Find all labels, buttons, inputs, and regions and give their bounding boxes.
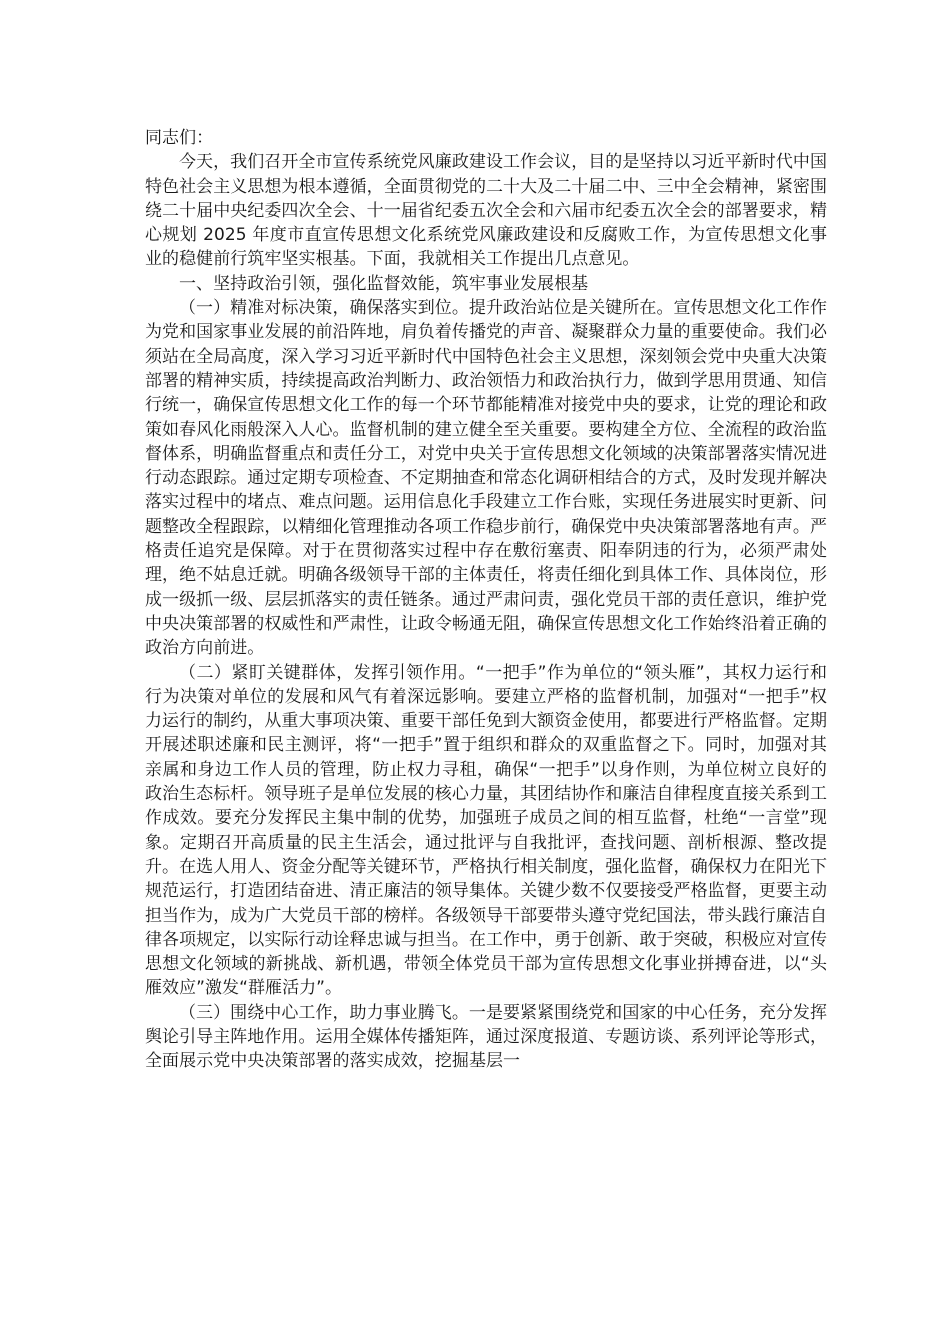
paragraph-subsection-1: （一）精准对标决策，确保落实到位。提升政治站位是关键所在。宣传思想文化工作作为党和国家事业发展的前沿阵地，肩负着传播党的声音、凝聚群众力量的重要使命。我们必须站在全局高度，深入学习习近平新时代中国特色社会主义思想，深刻领会党中央重大决策部署的精神实质，持续提高政治判断力、政治领悟力和政治执行力，做到学思用贯通、知信行统一，确保宣传思想文化工作的每一个环节都能精准对接党中央的要求，让党的理论和政策如春风化雨般深入人心。监督机制的建立健全至关重要。要构建全方位、全流程的政治监督体系，明确监督重点和责任分工，对党中央关于宣传思想文化领域的决策部署落实情况进行动态跟踪。通过定期专项检查、不定期抽查和常态化调研相结合的方式，及时发现并解决落实过程中的堵点、难点问题。运用信息化手段建立工作台账，实现任务进展实时更新、问题整改全程跟踪，以精细化管理推动各项工作稳步前行，确保党中央决策部署落地有声。严格责任追究是保障。对于在贯彻落实过程中存在敷衍塞责、阳奉阴违的行为，必须严肃处理，绝不姑息迁就。明确各级领导干部的主体责任，将责任细化到具体工作、具体岗位，形成一级抓一级、层层抓落实的责任链条。通过严肃问责，强化党员干部的责任意识，维护党中央决策部署的权威性和严肃性，让政令畅通无阻，确保宣传思想文化工作始终沿着正确的政治方向前进。 bbox=[145, 298, 827, 659]
speech-text bbox=[145, 126, 827, 1074]
paragraph-subsection-3: （三）围绕中心工作，助力事业腾飞。一是要紧紧围绕党和国家的中心任务，充分发挥舆论引导主阵地作用。运用全媒体传播矩阵，通过深度报道、专题访谈、系列评论等形式，全面展示党中央决策部署的落实成效，挖掘基层一 bbox=[145, 1002, 827, 1072]
paragraph-intro: 今天，我们召开全市宣传系统党风廉政建设工作会议，目的是坚持以习近平新时代中国特色社会主义思想为根本遵循，全面贯彻党的二十大及二十届二中、三中全会精神，紧密围绕二十届中央纪委四次全会、十一届省纪委五次全会和六届市纪委五次全会的部署要求，精心规划 2025 年度市直宣传思想文化系统党风廉政建设和反腐败工作，为宣传思想文化事业的稳健前行筑牢坚实根基。下面，我就相关工作提出几点意见。 bbox=[145, 152, 827, 270]
paragraph-subsection-2: （二）紧盯关键群体，发挥引领作用。“一把手”作为单位的“领头雁”，其权力运行和行为决策对单位的发展和风气有着深远影响。要建立严格的监督机制，加强对“一把手”权力运行的制约，从重大事项决策、重要干部任免到大额资金使用，都要进行严格监督。定期开展述职述廉和民主测评，将“一把手”置于组织和群众的双重监督之下。同时，加强对其亲属和身边工作人员的管理，防止权力寻租，确保“一把手”以身作则，为单位树立良好的政治生态标杆。领导班子是单位发展的核心力量，其团结协作和廉洁自律程度直接关系到工作成效。要充分发挥民主集中制的优势，加强班子成员之间的相互监督，杜绝“一言堂”现象。定期召开高质量的民主生活会，通过批评与自我批评，查找问题、剖析根源、整改提升。在选人用人、资金分配等关键环节，严格执行相关制度，强化监督，确保权力在阳光下规范运行，打造团结奋进、清正廉洁的领导集体。关键少数不仅要接受严格监督，更要主动担当作为，成为广大党员干部的榜样。各级领导干部要带头遵守党纪国法，带头践行廉洁自律各项规定，以实际行动诠释忠诚与担当。在工作中，勇于创新、敢于突破，积极应对宣传思想文化领域的新挑战、新机遇，带领全体党员干部为宣传思想文化事业拼搏奋进，以“头雁效应”激发“群雁活力”。 bbox=[145, 662, 827, 999]
section-heading-1: 一、坚持政治引领，强化监督效能，筑牢事业发展根基 bbox=[179, 273, 589, 294]
salutation: 同志们： bbox=[145, 128, 214, 148]
